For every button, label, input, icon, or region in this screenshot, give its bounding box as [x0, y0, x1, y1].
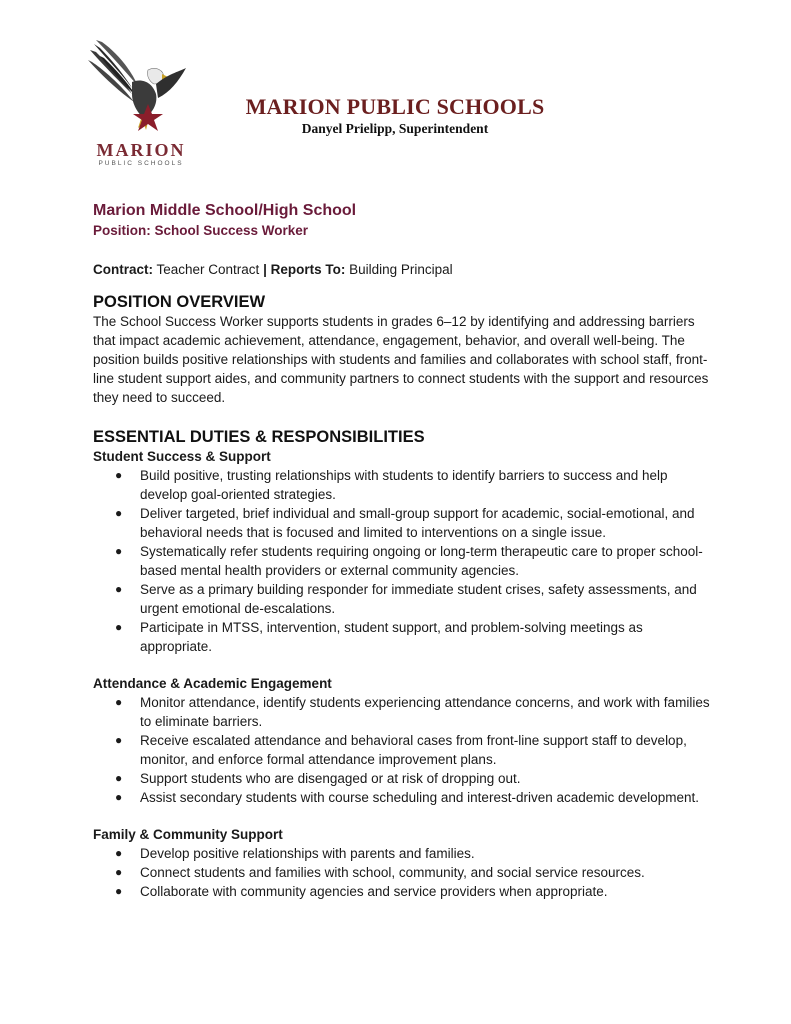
list-item: ● Support students who are disengaged or at risk of dropping out. [115, 771, 521, 786]
reports-value: Building Principal [345, 262, 453, 277]
overview-text: The School Success Worker supports students in grades 6–12 by identifying and addressing barriers that impact academic achievement, attendance, engagement, behavior, and overall well-being. The position builds positive relationships with students and families and collaborates with school staff, front-line student support aides, and community partners to connect students with the support and resources they need to succeed. [93, 314, 709, 405]
list-item: ● Build positive, trusting relationships with students to identify barriers to success and help develop goal-oriented strategies. [115, 468, 668, 502]
district-name: MARION PUBLIC SCHOOLS [245, 94, 545, 119]
bullet-icon: ● [115, 695, 123, 709]
superintendent-line: Danyel Prielipp, Superintendent [301, 121, 489, 136]
contract-value: Teacher Contract [153, 262, 264, 277]
list-item: ● Systematically refer students requiring ongoing or long-term therapeutic care to proper school-based mental health providers or external community agencies. [115, 544, 703, 578]
list-item: ● Participate in MTSS, intervention, student support, and problem-solving meetings as appropriate. [115, 620, 643, 654]
bullet-icon: ● [115, 771, 123, 785]
bullet-icon: ● [115, 865, 123, 879]
duty-list [93, 466, 713, 656]
bullet-icon: ● [115, 620, 123, 634]
list-item: ● Serve as a primary building responder for immediate student crises, safety assessments, and urgent emotional de-escalations. [115, 582, 697, 616]
list-item: ● Collaborate with community agencies and service providers when appropriate. [115, 884, 608, 899]
bullet-icon: ● [115, 846, 123, 860]
bullet-icon: ● [115, 468, 123, 482]
duty-group-title: Family & Community Support [93, 827, 283, 842]
bullet-icon: ● [115, 506, 123, 520]
bullet-icon: ● [115, 733, 123, 747]
separator: | [263, 262, 267, 277]
list-item: ● Develop positive relationships with parents and families. [115, 846, 475, 861]
bullet-icon: ● [115, 544, 123, 558]
eagle-star-logo-icon [86, 38, 196, 168]
overview-heading: POSITION OVERVIEW [93, 293, 266, 311]
list-item: ● Receive escalated attendance and behavioral cases from front-line support staff to develop, monitor, and enforce formal attendance improvement plans. [115, 733, 687, 767]
contract-label: Contract: [93, 262, 153, 277]
bullet-icon: ● [115, 790, 123, 804]
list-item: ● Deliver targeted, brief individual and small-group support for academic, social-emotional, and behavioral needs that is focused and limited to interventions on a single issue. [115, 506, 695, 540]
list-item: ● Monitor attendance, identify students experiencing attendance concerns, and work with families to eliminate barriers. [115, 695, 710, 729]
bullet-icon: ● [115, 582, 123, 596]
duty-list [93, 693, 713, 807]
bullet-icon: ● [115, 884, 123, 898]
logo-wordmark: MARION [96, 140, 186, 160]
logo-subtitle: PUBLIC SCHOOLS [98, 160, 184, 167]
duty-group-title: Student Success & Support [93, 449, 271, 464]
contract-line [93, 260, 713, 279]
reports-label: Reports To: [266, 262, 346, 277]
duty-list [93, 844, 713, 901]
list-item: ● Assist secondary students with course scheduling and interest-driven academic development. [115, 790, 700, 805]
job-description [93, 201, 713, 901]
duties-heading: ESSENTIAL DUTIES & RESPONSIBILITIES [93, 428, 425, 446]
list-item: ● Connect students and families with school, community, and social service resources. [115, 865, 645, 880]
school-name: Marion Middle School/High School [93, 202, 357, 219]
duty-group-title: Attendance & Academic Engagement [93, 676, 332, 691]
position-title: Position: School Success Worker [93, 223, 309, 238]
